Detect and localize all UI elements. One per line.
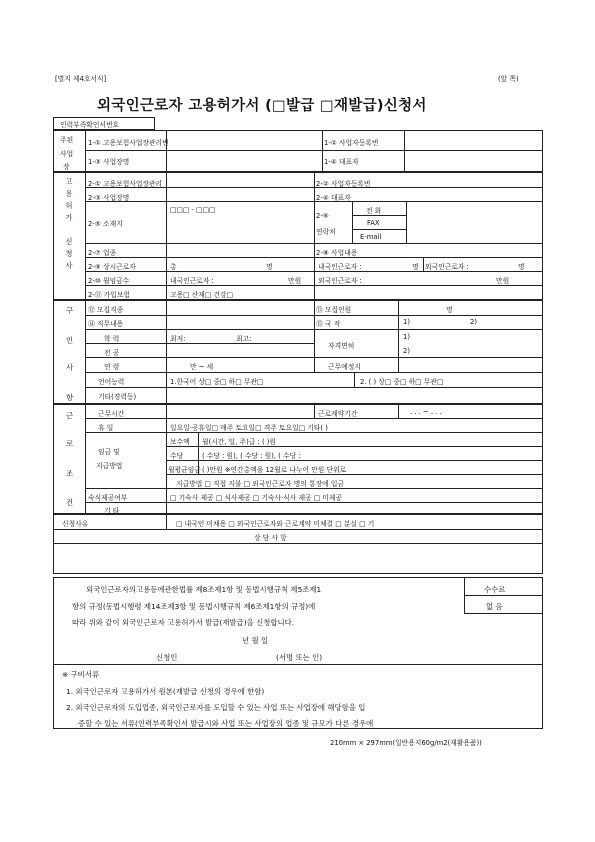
- job-side-4: 항: [66, 393, 74, 402]
- field-2-3-label: 2-③ 사업장명: [88, 194, 130, 202]
- signature-label: (서명 또는 인): [276, 653, 323, 662]
- docs-item-2: 2. 외국인근로자의 도입업종, 외국인근로자를 도입할 수 있는 사업 또는 사업장에 해당함을 입: [66, 703, 366, 712]
- etc-label: 기타(경력등): [98, 393, 137, 401]
- reason-label: 신청사유: [62, 520, 89, 528]
- license-1: 1): [403, 333, 410, 341]
- paper-size-note: 210mm × 297mm(일반용지60g/m2(재활용품)): [330, 739, 482, 747]
- wage-foreign-unit: 만원: [496, 277, 510, 285]
- form-number: [별지 제4호서식]: [55, 75, 107, 83]
- license-2: 2): [403, 347, 410, 355]
- age-value: 만 ~ 세: [190, 363, 214, 371]
- nationality-2: 2): [470, 318, 477, 326]
- foreign-label: 외국인근로자 :: [425, 263, 469, 271]
- pay-method[interactable]: 지급방법 □ 직접 지불 □ 외국인근로자 명의 통장에 입금: [176, 480, 345, 488]
- holiday-options[interactable]: 일요일·공휴일□ 매주 토요일□ 격주 토요일□ 기타( ): [170, 424, 328, 432]
- field-2-6-label: 2-⑥: [316, 212, 329, 220]
- cond-side-2: 로: [66, 439, 74, 448]
- employer-side-label: 고 용 허 가 신 청 사: [65, 177, 73, 270]
- applicant-side-3: 장: [63, 163, 70, 171]
- page-title: 외국인근로자 고용허가서 (□발급 □재발급)신청서: [97, 98, 427, 114]
- field-2-11-label: 2-⑪ 가입보험: [88, 291, 130, 299]
- declaration-date: 년 월 일: [242, 636, 269, 645]
- lodging-label: 숙식제공여부: [88, 494, 128, 502]
- wage-label: 임금 및: [98, 448, 120, 456]
- avg-wage-label: 월평균임금: [168, 466, 201, 474]
- field-13-label: ⑬ 모집인원: [316, 306, 352, 314]
- insurance-checkboxes[interactable]: 고용□ 산재□ 건강□: [170, 291, 233, 299]
- field-2-7-label: 2-⑦ 업종: [88, 249, 117, 257]
- avg-wage-value: ( )만원 ※연간총액을 12월로 나누어 만원 단위로: [202, 466, 347, 474]
- email-label: E-mail: [360, 233, 382, 241]
- wage-domestic-label: 내국인근로자 :: [170, 277, 214, 285]
- fee-label: 수수료: [484, 585, 506, 594]
- domestic-label: 내국인근로자 :: [318, 263, 362, 271]
- reason-options[interactable]: □ 내국인 미채용 □ 외국인근로자와 근로계약 미체결 □ 분실 □ 기: [176, 520, 375, 528]
- hours-label: 근무시간: [98, 410, 125, 418]
- lodging-options[interactable]: □ 기숙사 제공 □ 식사제공 □ 기숙사·식사 제공 □ 미제공: [170, 494, 343, 502]
- major-label: 전 공: [104, 349, 120, 357]
- declaration-line-3: 따라 위와 같이 외국인근로자 고용허가서 발급(재발급)을 신청합니다.: [72, 618, 295, 627]
- cond-side-3: 조: [66, 469, 74, 478]
- wage-foreign-label: 외국인근로자 :: [318, 277, 362, 285]
- field-2-5-label: 2-⑤ 소재지: [88, 220, 123, 228]
- workplace-label: 근무예정지: [328, 363, 361, 371]
- age-label: 연 령: [104, 363, 120, 371]
- domestic-unit: 명: [412, 263, 419, 271]
- contract-label: 근로계약기간: [318, 410, 358, 418]
- education-label: 학 력: [104, 335, 120, 343]
- field-2-1-label: 2-① 고용보험사업장관리: [88, 180, 163, 188]
- phone-label: 전 화: [366, 207, 382, 215]
- field-1-3-label: 1-③ 사업장명: [88, 158, 130, 166]
- field-2-4-label: 2-④ 대표자: [316, 194, 351, 202]
- language-korean[interactable]: 1.한국어 상□ 중□ 하□ 무관□: [170, 378, 264, 386]
- applicant-side-1: 주된: [60, 136, 74, 144]
- cond-side-4: 건: [66, 498, 74, 507]
- basic-pay-label: 보수액: [170, 438, 190, 446]
- total-label: 총: [170, 263, 177, 271]
- docs-item-1: 1. 외국인근로자 고용허가서 원본(재발급 신청의 경우에 한함): [66, 687, 265, 696]
- applicant-side-2: 사업: [60, 150, 74, 158]
- field-1-1-label: 1-① 고용보험사업장관리번: [88, 139, 169, 147]
- address-zip-boxes: □□□ - □□□: [170, 206, 216, 214]
- job-side-1: 구: [66, 306, 74, 315]
- education-min: 최저:: [170, 335, 186, 343]
- language-other[interactable]: 2. ( ) 상□ 중□ 하□ 무관□: [360, 378, 444, 386]
- contract-value: . . . ~ . . .: [410, 408, 442, 416]
- holiday-label: 휴 일: [98, 424, 114, 432]
- wage-domestic-unit: 만원: [288, 277, 302, 285]
- field-2-2-label: 2-② 사업자등록번: [316, 180, 371, 188]
- fee-value: 없 음: [486, 602, 503, 611]
- field-14-label: ⑭ 직무내용: [88, 320, 124, 328]
- other-label: 기 타: [104, 507, 120, 515]
- declaration-line-1: 외국인근로자의고용등에관한법률 제8조제1항 및 동법시행규칙 제5조제1: [86, 585, 322, 594]
- license-label: 자격면허: [328, 342, 355, 350]
- field-13-unit: 명: [446, 306, 453, 314]
- fax-label: FAX: [367, 219, 380, 227]
- wage-label-2: 지급방법: [96, 462, 123, 470]
- allowance-label: 수당: [170, 452, 184, 460]
- docs-item-3: 증할 수 있는 서류(인력부족확인서 발급시와 사업 또는 사업장의 업종 및 규모가 다른 경우에: [78, 719, 374, 728]
- contact-label: 연락처: [316, 228, 336, 236]
- consult-label: 상 담 사 항: [254, 534, 287, 542]
- allowance-value: ( 수당 : 원), ( 수당 : 원), ( 수당 :: [202, 452, 301, 460]
- cond-side-1: 근: [66, 411, 74, 420]
- job-side-3: 사: [66, 363, 74, 372]
- education-max: 최고:: [236, 335, 252, 343]
- applicant-label: 신청인: [156, 653, 178, 662]
- basic-pay-value: 월(시간, 일, 주)급 : ( )원: [202, 438, 276, 446]
- confirm-number-label: 인력부족확인서번호: [60, 121, 120, 129]
- field-2-10-label: 2-⑩ 월임금수: [88, 277, 130, 285]
- nationality-1: 1): [403, 318, 410, 326]
- foreign-unit: 명: [518, 263, 525, 271]
- field-1-2-label: 1-② 사업자등록번: [324, 139, 379, 147]
- language-label: 언어능력: [98, 378, 125, 386]
- job-side-2: 인: [66, 336, 74, 345]
- field-1-4-label: 1-④ 대표자: [324, 158, 359, 166]
- page-side-label: (앞 쪽): [498, 75, 519, 83]
- field-12-label: ⑫ 모집직종: [88, 306, 124, 314]
- docs-title: ※ 구비서류: [62, 670, 100, 679]
- total-unit: 명: [266, 263, 273, 271]
- declaration-line-2: 항의 규정(동법시행령 제14조제3항 및 동법시행규칙 제6조제1항의 규정)에: [72, 602, 316, 611]
- field-2-8-label: 2-⑧ 사업내용: [316, 249, 358, 257]
- field-2-9-label: 2-⑨ 상시근로자: [88, 263, 136, 271]
- field-15-label: ⑮ 국 적: [316, 320, 341, 328]
